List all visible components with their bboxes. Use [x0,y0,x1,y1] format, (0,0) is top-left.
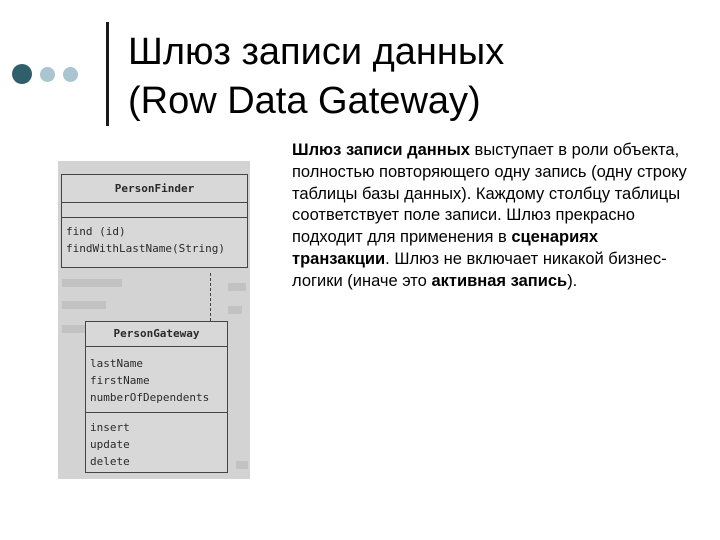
method-item: delete [90,455,130,468]
description-part: выступает в роли объекта, полностью повторяющего одну запись (одну строку таблицы базы данных). Каждому столбцу таблицы соответствует поле записи. Шлюз прекрасно подходит для применения в [292,141,687,247]
class-name: PersonFinder [62,175,247,203]
method-item: insert [90,421,130,434]
class-name: PersonGateway [86,322,227,347]
uml-diagram [58,161,250,479]
field-item: numberOfDependents [90,391,210,404]
class-compartment-empty [62,203,247,218]
description-text [292,140,692,293]
term-transaction-script: сценариях транзакции [292,228,599,268]
field-item: firstName [90,374,150,387]
method-item: update [90,438,130,451]
title-line-1: Шлюз записи данных [128,31,505,73]
class-fields [86,347,227,413]
class-methods [86,413,227,470]
method-item: findWithLastName(String) [66,242,225,255]
description-part: ). [567,271,578,290]
term-active-record: активная запись [431,271,568,290]
person-gateway-class [85,321,228,473]
description-part: . Шлюз не включает никакой бизнес-логики (иначе это [292,249,667,290]
class-methods [62,218,247,257]
title-line-2: (Row Data Gateway) [128,80,481,122]
dot-light [40,67,55,82]
decorative-dots [12,64,92,86]
field-item: lastName [90,357,143,370]
dot-dark [12,64,32,84]
title-divider [106,22,109,126]
slide-title [128,28,504,126]
term-row-data-gateway: Шлюз записи данных [292,141,470,159]
dot-light [63,67,78,82]
person-finder-class [61,174,248,268]
method-item: find (id) [66,225,126,238]
